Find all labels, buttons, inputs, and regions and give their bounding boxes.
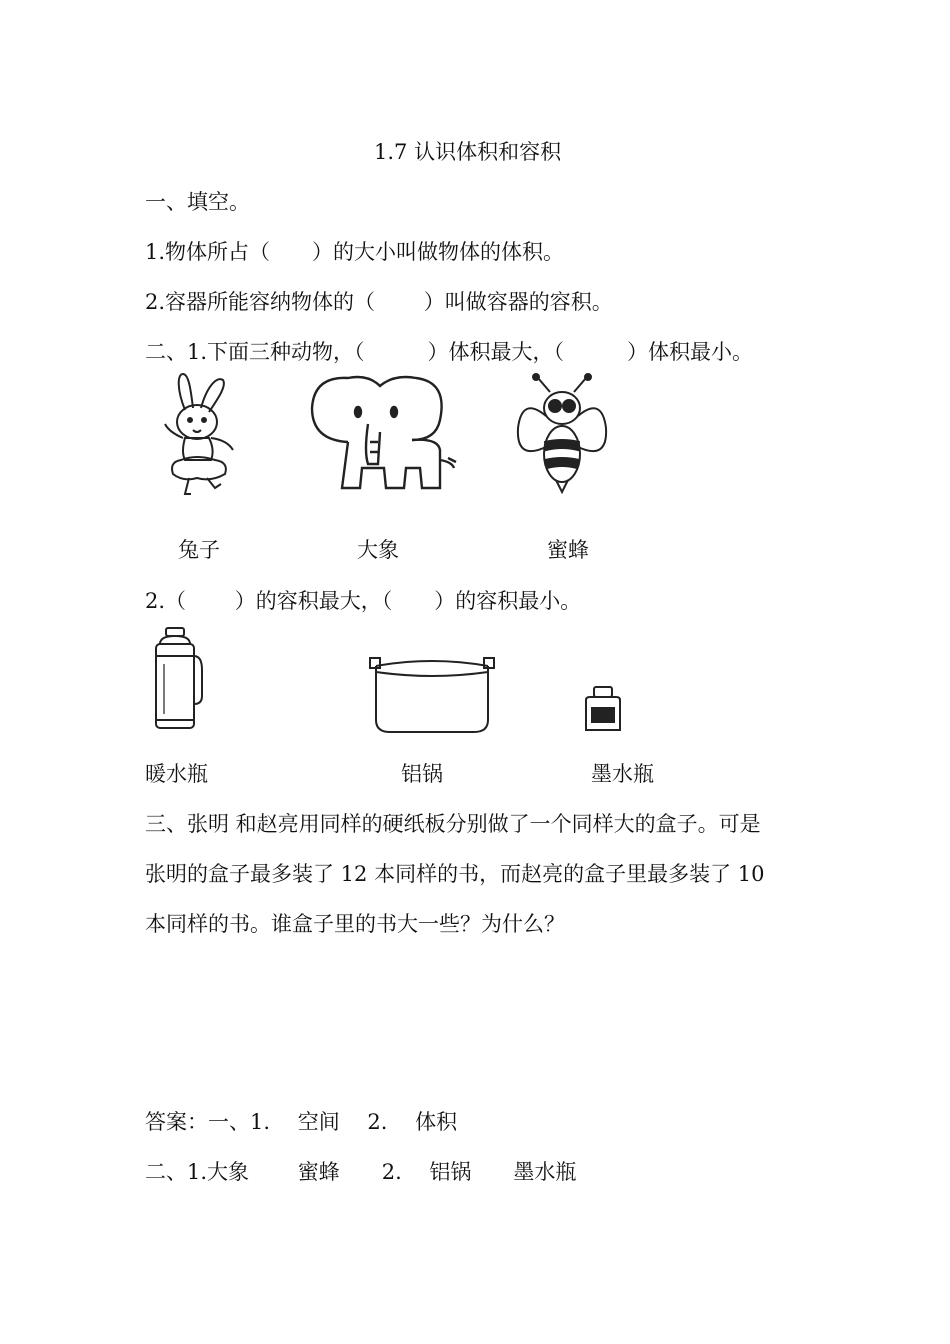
section3-line-1: 三、张明 和赵亮用同样的硬纸板分别做了一个同样大的盒子。可是 bbox=[145, 812, 761, 836]
answer-line-1: 答案：一、1. 空间 2. 体积 bbox=[145, 1110, 458, 1134]
rabbit-image bbox=[155, 370, 245, 500]
animal-label-bee: 蜜蜂 bbox=[547, 538, 589, 562]
section1-heading: 一、填空。 bbox=[145, 190, 250, 214]
animal-question: 二、1.下面三种动物，（ ）体积最大，（ ）体积最小。 bbox=[145, 340, 754, 364]
animal-label-rabbit: 兔子 bbox=[178, 538, 220, 562]
container-label-pot: 铝锅 bbox=[401, 762, 443, 786]
container-label-thermos: 暖水瓶 bbox=[145, 762, 208, 786]
thermos-image bbox=[150, 624, 206, 734]
aluminum-pot-image bbox=[364, 654, 499, 739]
page-title: 1.7 认识体积和容积 bbox=[374, 140, 562, 164]
section3-line-2: 张明的盒子最多装了 12 本同样的书，而赵亮的盒子里最多装了 10 bbox=[145, 862, 765, 886]
answer-line-2: 二、1.大象 蜜蜂 2. 铝锅 墨水瓶 bbox=[145, 1160, 577, 1184]
section3-line-3: 本同样的书。谁盒子里的书大一些？为什么？ bbox=[145, 912, 565, 936]
container-question: 2.（ ）的容积最大，（ ）的容积最小。 bbox=[145, 589, 582, 613]
fill-question-2: 2.容器所能容纳物体的（ ）叫做容器的容积。 bbox=[145, 290, 613, 314]
bee-image bbox=[512, 372, 612, 502]
container-label-ink-bottle: 墨水瓶 bbox=[591, 762, 654, 786]
elephant-image bbox=[308, 372, 463, 497]
ink-bottle-image bbox=[582, 684, 624, 734]
fill-question-1: 1.物体所占（ ）的大小叫做物体的体积。 bbox=[145, 240, 565, 264]
animal-label-elephant: 大象 bbox=[357, 538, 399, 562]
